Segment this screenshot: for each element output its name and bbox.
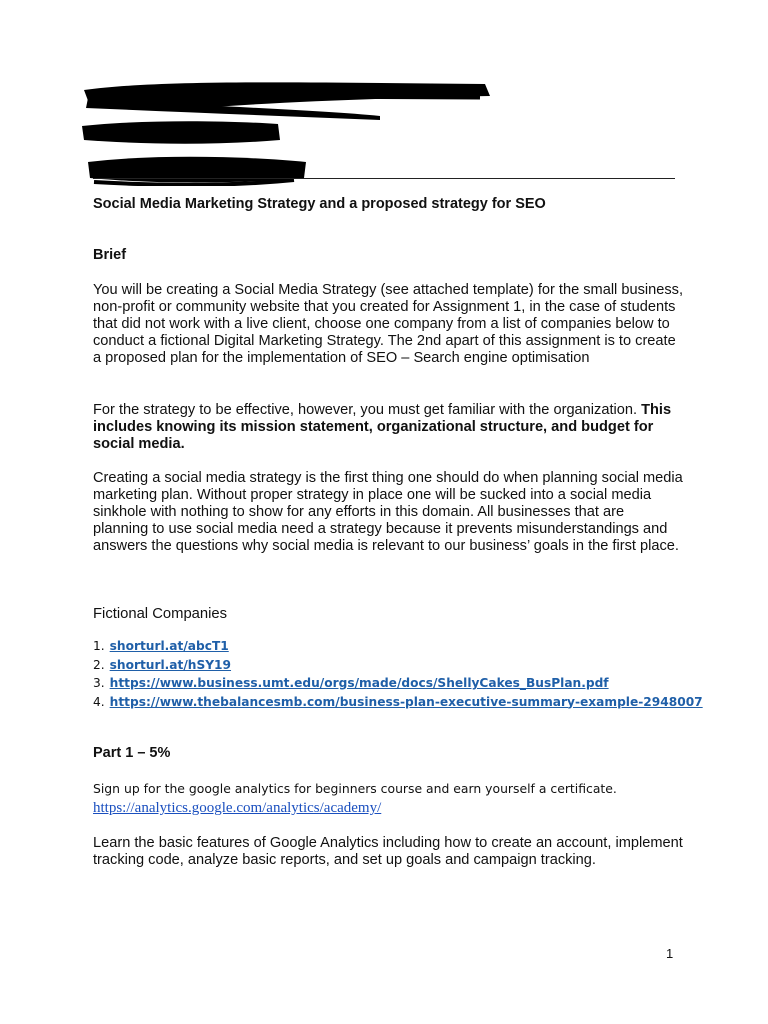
fictional-companies-heading: Fictional Companies — [93, 606, 228, 622]
list-item — [93, 657, 703, 676]
list-number: 4. — [93, 694, 105, 709]
document-title: Social Media Marketing Strategy and a proposed strategy for SEO — [93, 196, 546, 212]
part-1-heading: Part 1 – 5% — [93, 745, 171, 761]
list-item — [93, 694, 703, 713]
page-number: 1 — [666, 946, 674, 961]
list-number: 3. — [93, 676, 105, 690]
company-list — [93, 638, 703, 712]
brief-heading: Brief — [93, 247, 127, 263]
strategy-paragraph — [93, 402, 683, 453]
analytics-academy-link[interactable]: https://analytics.google.com/analytics/academy/ — [93, 800, 382, 816]
brief-paragraph: You will be creating a Social Media Strategy (see attached template) for the small business, non-profit or community website that you created for Assignment 1, in the case of students that did not work with a live client, choose one company from a list of companies below to conduct a fictional Digital Marketing Strategy. The 2nd apart of this assignment is to create a proposed plan for the implementation of SEO – Search engine optimisation — [93, 282, 684, 366]
list-item — [93, 638, 703, 657]
redacted-assignment — [78, 118, 288, 148]
redacted-due-date — [84, 152, 314, 186]
list-number: 2. — [93, 657, 105, 672]
google-analytics-paragraph: Learn the basic features of Google Analytics including how to create an account, implement tracking code, analyze basic reports, and set up goals and campaign tracking. — [93, 835, 683, 868]
company-link-1[interactable]: shorturl.at/abcT1 — [109, 639, 229, 653]
signup-instruction: Sign up for the google analytics for beginners course and earn yourself a certificate. — [93, 781, 617, 796]
list-number: 1. — [93, 639, 105, 653]
company-link-2[interactable]: shorturl.at/hSY19 — [109, 657, 232, 672]
company-link-3[interactable]: https://www.business.umt.edu/orgs/made/docs/ShellyCakes_BusPlan.pdf — [109, 676, 609, 690]
strategy-paragraph-text: For the strategy to be effective, however, you must get familiar with the organization. — [93, 402, 642, 418]
strategy-paragraph-bold: This includes knowing its mission statement, organizational structure, and budget for social media. — [93, 402, 672, 452]
creating-strategy-paragraph: Creating a social media strategy is the first thing one should do when planning social media marketing plan. Without proper strategy in place one will be sucked into a social media sinkhole with nothing to show for any efforts in this domain. All businesses that are planning to use social media need a strategy because it prevents misunderstandings and answers the questions why social media is relevant to our business’ goals in the first place. — [93, 470, 683, 554]
list-item — [93, 675, 703, 694]
redacted-name — [80, 76, 500, 124]
header-rule — [93, 178, 675, 179]
company-link-4[interactable]: https://www.thebalancesmb.com/business-plan-executive-summary-example-2948007 — [109, 694, 703, 709]
